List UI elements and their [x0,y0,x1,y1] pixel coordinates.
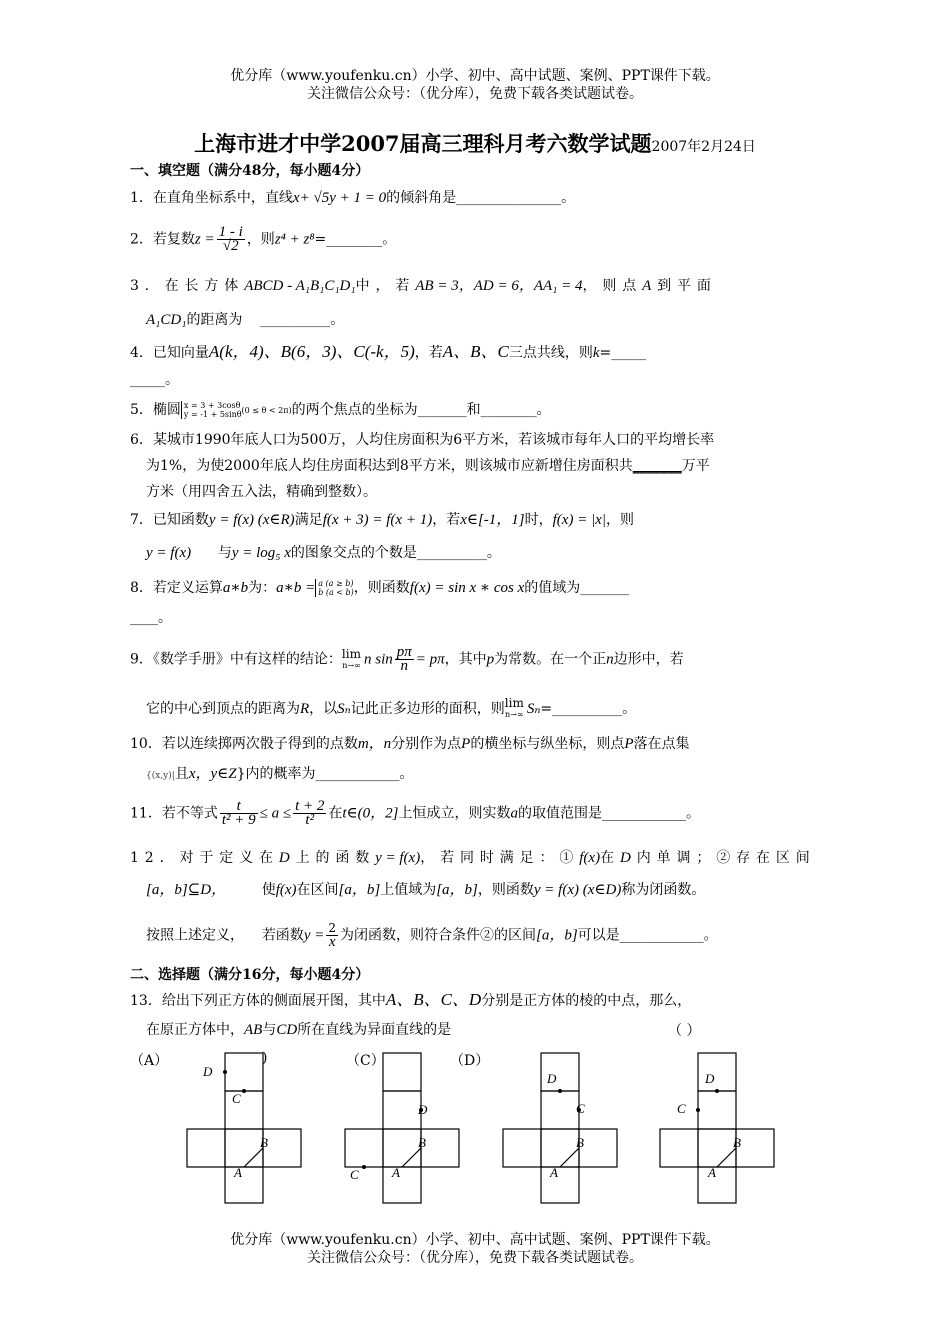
label-b: B [733,1135,741,1150]
label-a: A [392,1165,400,1180]
label-d: D [705,1071,715,1086]
label-c: C [350,1167,359,1182]
option-a-label: （A） [130,1053,169,1069]
label-d: D [547,1071,557,1086]
question-3-cont: A₁CD₁的距离为 __________。 [146,312,345,328]
question-3: 3．在长方体ABCD - A₁B₁C₁D₁中，若AB = 3，AD = 6，AA₁ = 4，则点A到平面 [130,278,717,294]
label-d: D [203,1064,213,1079]
section-multiple-choice: 二、选择题（满分16分，每小题4分） [130,967,370,983]
label-c: C [677,1101,686,1116]
header-line-1: 优分库（www.youfenku.cn）小学、初中、高中试题、案例、PPT课件下载。 [230,68,720,84]
footer-line-2: 关注微信公众号：（优分库），免费下载各类试题试卷。 [307,1250,643,1266]
question-7-cont: y = f(x) 与y = log₅ x的图象交点的个数是__________。 [146,545,501,561]
exam-date: 2007年2月24日 [651,139,756,155]
option-c-label: （C） [346,1053,385,1069]
question-13: 13．给出下列正方体的侧面展开图，其中A、B、C、D分别是正方体的棱的中点，那么， [130,990,692,1009]
net-d [660,1053,774,1203]
header-line-2: 关注微信公众号：（优分库），免费下载各类试题试卷。 [307,86,643,102]
question-6: 6．某城市1990年底人口为500万，人均住房面积为6平方米，若该城市每年人口的平均增长率 [130,432,715,448]
question-5: 5．椭圆 x = 3 + 3cosθ y = -1 + 5sinθ (0 ≤ θ < 2π)的两个焦点的坐标为_______和________。 [130,401,551,419]
question-4: 4．已知向量A(k，4)、B(6，3)、C(-k，5)，若A、B、C三点共线，则k=_____ [130,342,647,361]
question-10-cont: {(x,y)|且x，y∈Z}内的概率为____________。 [146,766,414,782]
label-a: A [708,1165,716,1180]
question-8-cont: ____。 [130,610,172,626]
question-9: 9．《数学手册》中有这样的结论：lim n→∞ n sin $\frac{p\pi}{n}$ = pπ，其中p为常数。在一个正n边形中，若 [130,644,684,674]
answer-paren: （ ） [668,1023,701,1039]
question-2: 2．若复数z = $\frac{1 - i}{√2}$ ，则z⁴ + z⁸=________。 [130,224,397,254]
label-d: D [418,1102,428,1117]
question-1: 1．在直角坐标系中，直线x+ √5y + 1 = 0的倾斜角是_______________。 [130,190,576,206]
question-12-line3: 按照上述定义， 若函数y = $\frac{2}{x}$ 为闭函数，则符合条件②的区间[a，b]可以是____________。 [146,921,718,950]
label-a: A [234,1165,242,1180]
question-13-cont: 在原正方体中，AB与CD所在直线为异面直线的是 [146,1022,452,1038]
footer-line-1: 优分库（www.youfenku.cn）小学、初中、高中试题、案例、PPT课件下载。 [230,1232,720,1248]
question-4-cont: _____。 [130,372,179,388]
label-c: C [576,1101,585,1116]
question-6-line2: 为1%，为使2000年底人均住房面积达到8平方米，则该城市应新增住房面积共_______万平 [146,458,710,474]
question-9-cont: 它的中心到顶点的距离为R，以Sₙ记此正多边形的面积，则lim n→∞ Sₙ=__________。 [146,696,637,719]
section-fill-in: 一、填空题（满分48分，每小题4分） [130,163,370,179]
label-b: B [418,1135,426,1150]
label-c: C [232,1091,241,1106]
question-12: 12．对于定义在D上的函数y = f(x)，若同时满足：①f(x)在D内单调；②存在区间 [130,850,816,866]
blurred-set-notation: {(x,y)| [146,771,175,781]
label-a: A [550,1165,558,1180]
label-b: B [260,1135,268,1150]
page-title: 上海市进才中学2007届高三理科月考六数学试题2007年2月24日 [194,131,756,156]
option-b-label: ) [262,1050,268,1066]
question-6-line3: 方米（用四舍五入法，精确到整数）。 [146,484,377,500]
question-11: 11．若不等式 $\frac{t}{\text{t² + 9}}$ ≤ a ≤ $\frac{t + 2}{\text{t²}}$ 在t∈(0，2]上恒成立，则实数a的取值范围是____________。 [130,798,700,828]
question-8: 8．若定义运算a∗b为：a∗b = a (a ≥ b) b (a < b) ，则函数f(x) = sin x ∗ cos x的值域为_______ [130,579,630,597]
question-12-line2: [a，b]⊆D， 使f(x)在区间[a，b]上值域为[a，b]，则函数y = f(x) (x∈D)称为闭函数。 [146,882,706,898]
option-d-label: （D） [450,1053,490,1069]
net-b [345,1053,459,1203]
question-7: 7．已知函数y = f(x) (x∈R)满足f(x + 3) = f(x + 1)，若x∈[-1，1]时，f(x) = |x|，则 [130,512,634,528]
net-c [503,1053,617,1203]
question-10: 10．若以连续掷两次骰子得到的点数m，n分别作为点P的横坐标与纵坐标，则点P落在点集 [130,736,690,752]
label-b: B [576,1135,584,1150]
